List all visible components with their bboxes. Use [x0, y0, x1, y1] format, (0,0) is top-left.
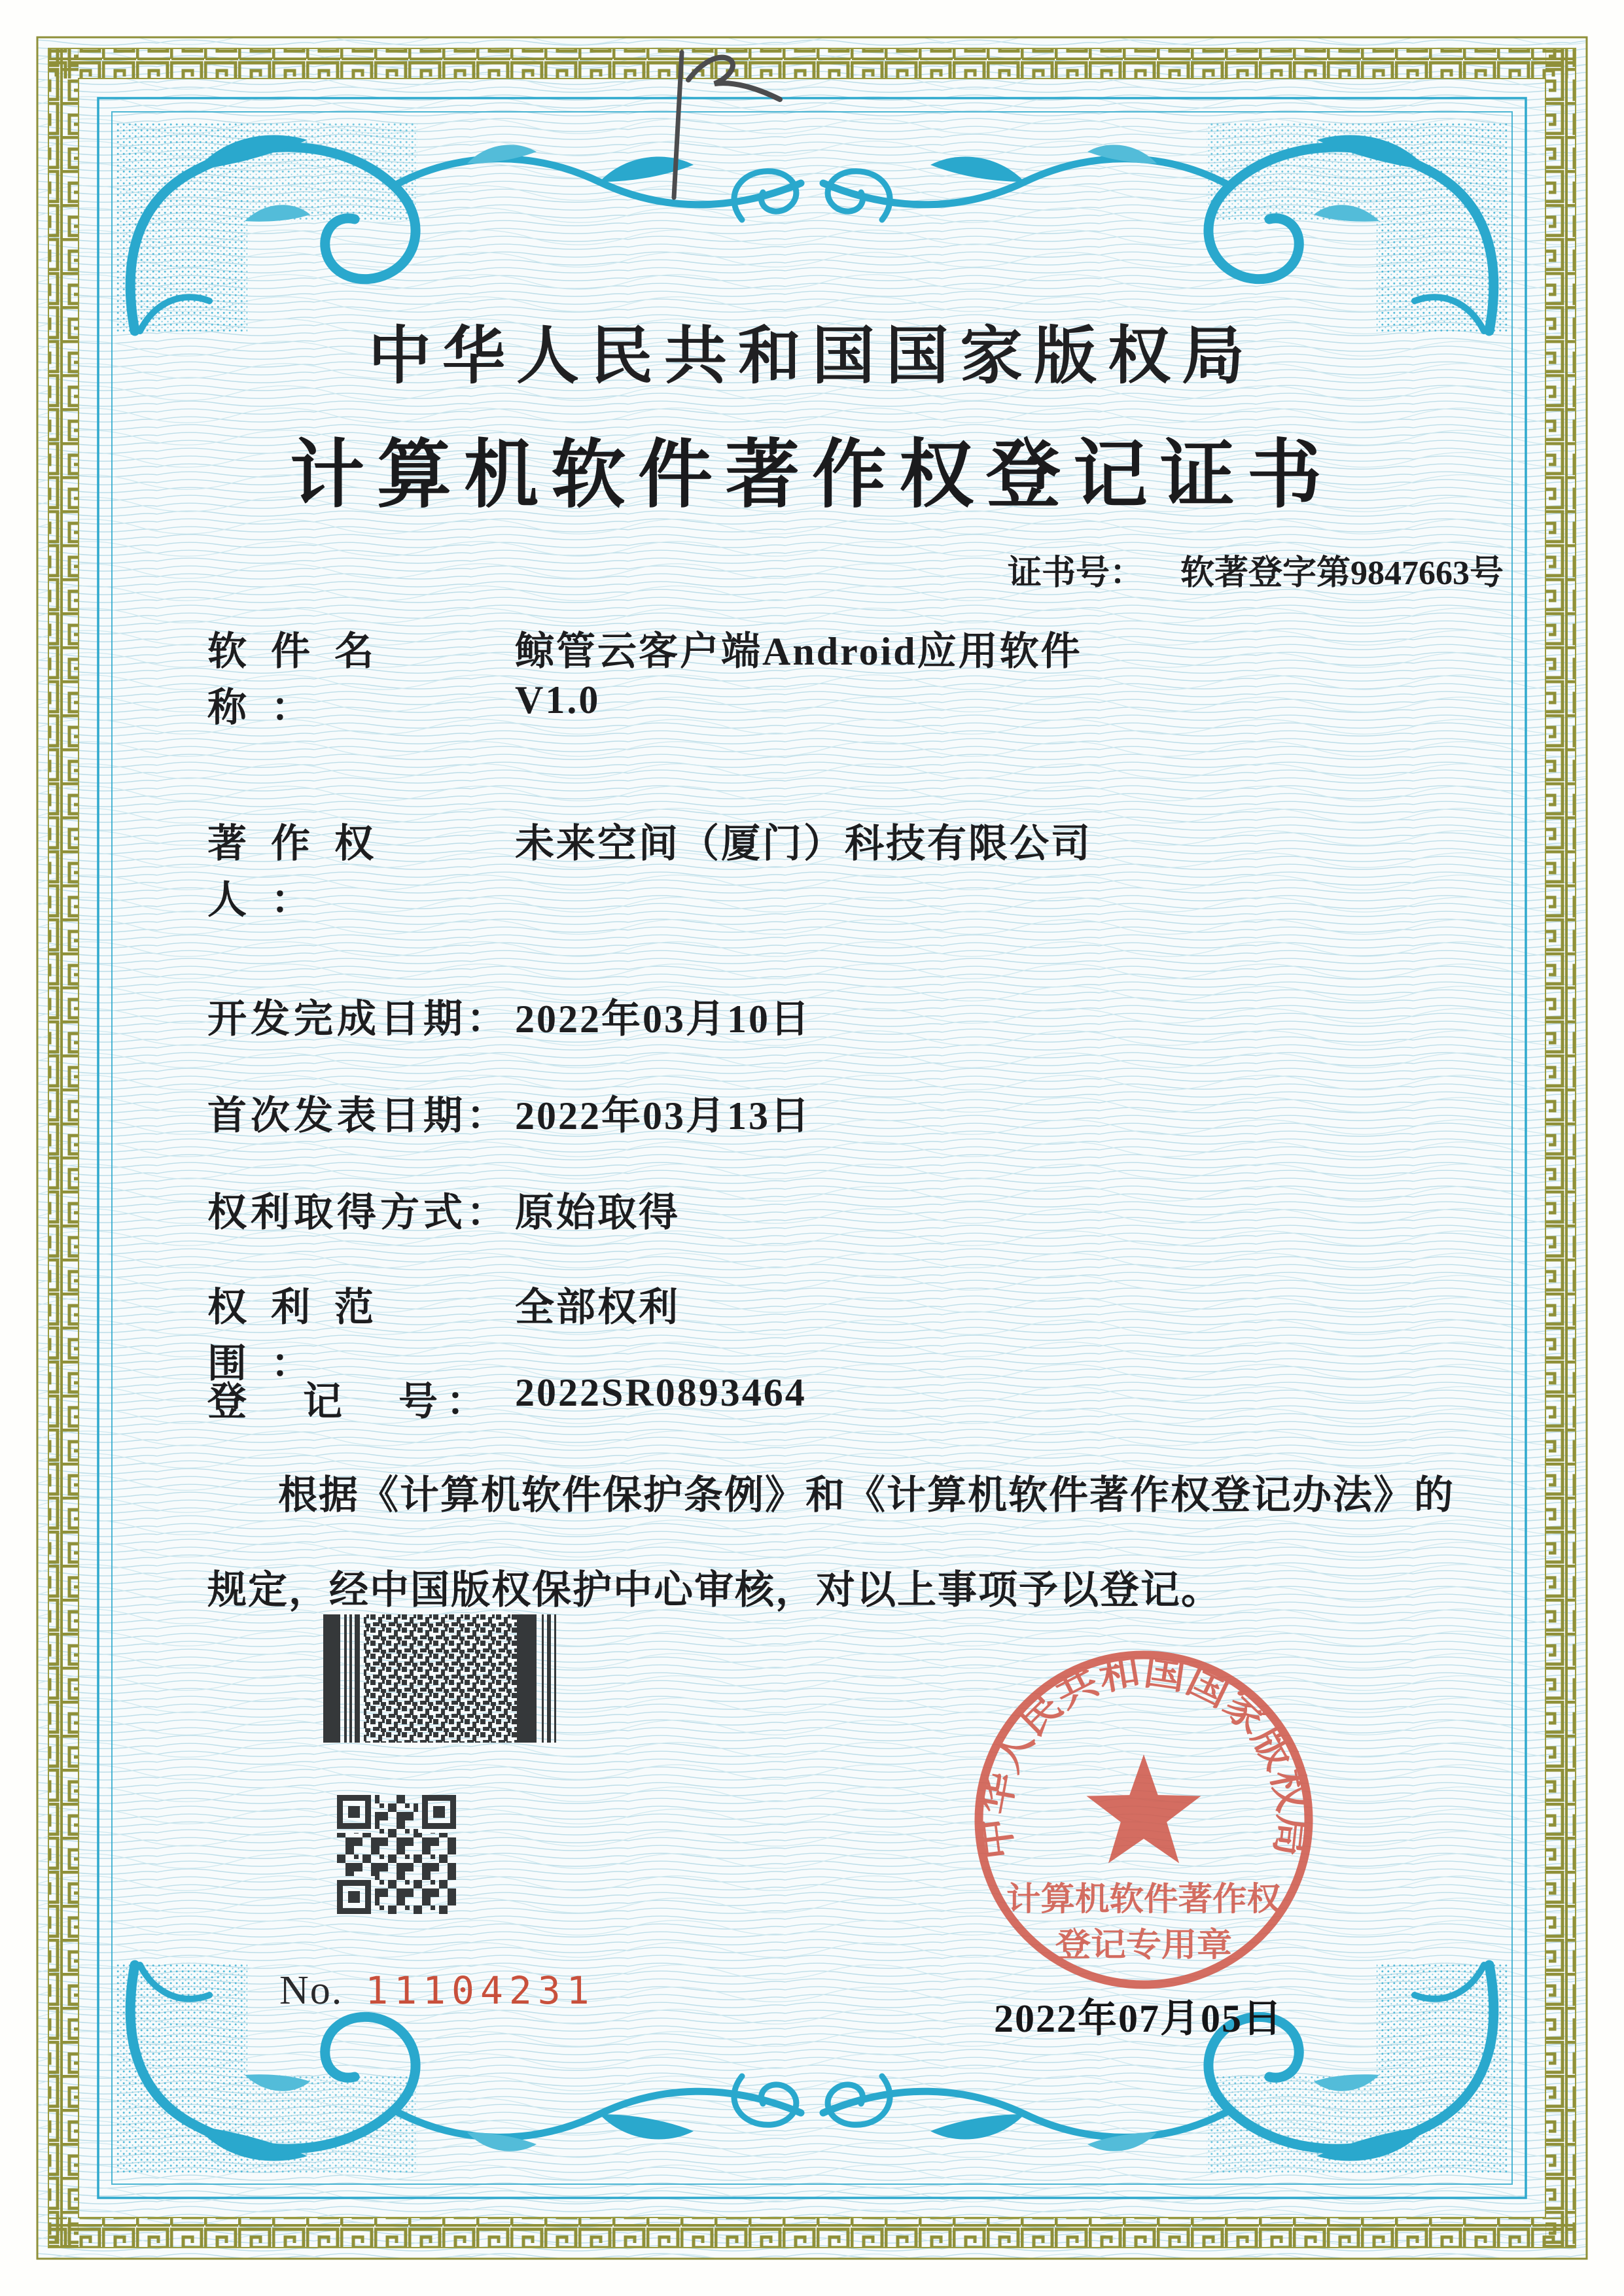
field-first-publish-date [207, 1085, 811, 1141]
field-label: 登 记 号： [207, 1380, 494, 1423]
field-dev-complete-date [207, 988, 811, 1044]
certificate-title: 计算机软件著作权登记证书 [289, 434, 1334, 517]
seal-line1: 计算机软件著作权 [1006, 1881, 1281, 1917]
field-label: 开发完成日期： [207, 998, 510, 1041]
field-software-version: V1.0 [515, 678, 601, 722]
field-value: 鲸管云客户端Android应用软件 [515, 630, 1082, 673]
issuing-authority: 中华人民共和国国家版权局 [368, 321, 1256, 391]
serial-number-label: No. [279, 1968, 344, 2013]
field-label: 软件名称： [207, 630, 398, 729]
field-copyright-owner [207, 812, 1092, 925]
certificate-number-label: 证书号： [1008, 555, 1144, 592]
statement-line-2: 规定，经中国版权保护中心审核，对以上事项予以登记。 [207, 1569, 1222, 1612]
serial-number-line [279, 1968, 595, 2014]
serial-number-value: 11104231 [365, 1968, 595, 2013]
field-software-name [207, 620, 1082, 733]
seal-ring-text: 中华人民共和国国家版权局 [973, 1649, 1315, 1862]
seal-star [1087, 1754, 1201, 1863]
field-label: 著作权人： [207, 822, 398, 922]
field-registration-number [207, 1370, 807, 1427]
field-label: 首次发表日期： [207, 1094, 510, 1138]
issue-date: 2022年07月05日 [994, 1997, 1283, 2040]
certificate-number-line [1008, 545, 1504, 594]
field-value: 未来空间（厦门）科技有限公司 [515, 822, 1092, 865]
field-value: 全部权利 [515, 1286, 680, 1329]
field-value: 2022年03月10日 [515, 998, 811, 1041]
field-value: 2022SR0893464 [515, 1371, 807, 1414]
qr-code [337, 1795, 456, 1914]
field-label: 权利取得方式： [207, 1191, 510, 1234]
statement-line-1: 根据《计算机软件保护条例》和《计算机软件著作权登记办法》的 [278, 1474, 1455, 1517]
field-value: 原始取得 [515, 1191, 680, 1234]
field-rights-acquisition [207, 1181, 680, 1238]
field-value: 2022年03月13日 [515, 1094, 811, 1138]
handwritten-mark [641, 20, 838, 216]
field-label: 权利范围： [207, 1286, 398, 1385]
barcode [323, 1614, 559, 1743]
official-seal [947, 1624, 1340, 2016]
certificate-number-value: 软著登字第9847663号 [1180, 555, 1504, 592]
seal-line2: 登记专用章 [1055, 1926, 1232, 1963]
